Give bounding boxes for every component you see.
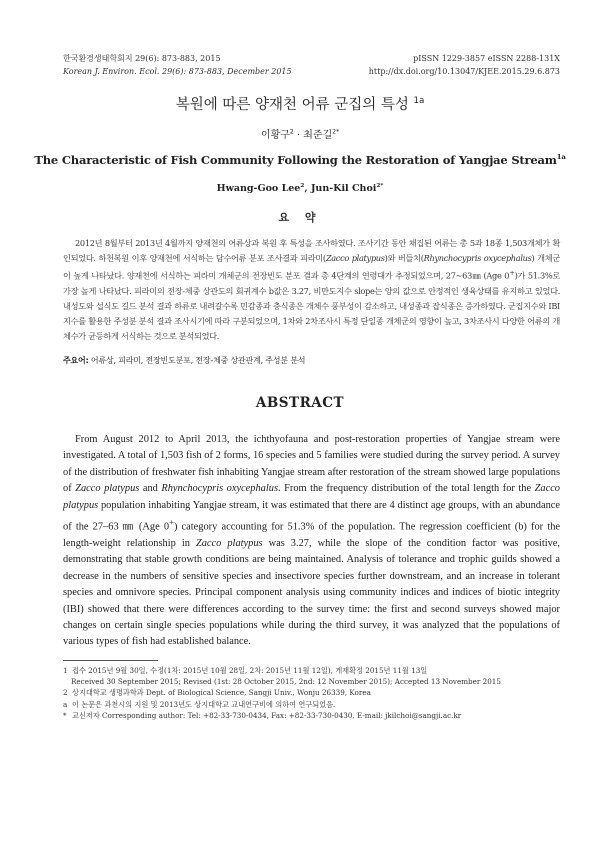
issn: pISSN 1229-3857 eISSN 2288-131X xyxy=(413,54,560,63)
en-abs-text: and xyxy=(139,483,162,495)
korean-abstract-heading: 요 약 xyxy=(278,211,322,224)
species-name: Zacco platypus xyxy=(325,253,385,263)
title-en-sup: 1a xyxy=(556,153,566,162)
author-ko-2: 최준길 xyxy=(303,130,333,141)
author-en-2-affil: 2* xyxy=(376,182,384,189)
species-name: Rhynchocypris oxycephalus xyxy=(161,483,278,495)
journal-en: Korean J. Environ. Ecol. 29(6): 873-883, December 2015 xyxy=(63,67,292,76)
ko-abs-text: 2012년 8월부터 2013년 4월까지 양재천의 어류상과 복원 후 특성을 조사하였다. 조사기간 동안 채집된 어류는 총 5과 18종 1,503개체가 확인되었다. 하천복원 이후 양재천에 서식하는 담수어류 분포 조사결과 피라미( xyxy=(63,238,560,263)
keywords-text: 어류상, 피라미, 전장빈도분포, 전장-체중 상관관계, 주성분 분석 xyxy=(88,356,306,365)
journal-ko: 한국환경생태학회지 29(6): 873-883, 2015 xyxy=(63,54,221,63)
footnote xyxy=(63,665,560,676)
paper-title-english xyxy=(0,153,600,167)
paper-title-korean xyxy=(0,93,600,114)
footnote-mark: 2 xyxy=(63,688,68,698)
species-name: Rhynchocypris oxycephalus xyxy=(423,253,532,263)
footnote-text: 이 논문은 과천시의 지원 및 2013년도 상지대학교 교내연구비에 의하여 연구되었음. xyxy=(72,699,336,709)
author-ko-2-affil: 2* xyxy=(332,128,340,136)
ko-abs-text: ) 개체군이 높게 나타났다. 양재천에 서식하는 피라미 개체군의 전장빈도 분포 결과 총 4단계의 연령대가 추정되었으며, 27∼63㎜ (Age 0 xyxy=(63,253,560,281)
authors-korean xyxy=(0,126,600,141)
ko-abs-text: )가 51.3%로 가장 높게 나타났다. 피라미의 전장-체중 상관도의 회귀계수 b값은 3.27, 비만도지수 slope는 양의 값으로 안정적인 생육상태를 유지하고 있었다. 내성도와 섭식도 길드 분석 결과 하류로 내려갈수록 민감종과 충식종은 개체수 풍부성이 감소하고, 내성종과 잡식종은 증가하였다. 군집지수와 IBI지수를 활용한 주성분 분석 결과 조사시기에 따라 구분되었으며, 1차와 2차조사시 특정 단일종 개체군의 영향이 높고, 3차조사시 다양한 어류의 개체수가 균등하게 서식하는 것으로 분석되었다. xyxy=(63,270,560,341)
journal-citation xyxy=(63,52,292,78)
en-abs-text: . From the frequency distribution of the total length for the xyxy=(278,483,535,495)
age-sup: + xyxy=(509,269,515,277)
footnote-text: 교신저자 Corresponding author: Tel: +82-33-730-0434, Fax: +82-33-730-0430, E-mail: jkilchoi@sangji.ac.kr xyxy=(72,710,462,720)
title-ko-sup: 1a xyxy=(413,96,425,107)
author-en-1: Hwang-Goo Lee xyxy=(216,183,301,194)
footnote-divider xyxy=(63,660,158,661)
en-abs-text: was 3.27, while the slope of the condition factor was positive, demonstrating that stable growth conditions are being maintained. Analysis of tolerance and trophic guilds showed a decrease in the numbers of sensitive species and insectivore species further downstream, and an increase in tolerant species and omnivore species. Principal component analysis using community indices and indices of biotic integrity (IBI) showed that there were differences according to the survey time: the first and second surveys showed major changes on certain single species populations while during the third survey, it was analyzed that the populations of various types of fish had established balance. xyxy=(63,537,560,648)
doi-link[interactable]: http://dx.doi.org/10.13047/KJEE.2015.29.6.873 xyxy=(368,67,560,76)
title-en-text: The Characteristic of Fish Community Following the Restoration of Yangjae Stream xyxy=(34,153,557,167)
title-ko-text: 복원에 따른 양재천 어류 군집의 특성 xyxy=(175,97,409,113)
abstract-heading: ABSTRACT xyxy=(255,395,345,411)
footnote xyxy=(63,710,560,721)
footnote-mark: a xyxy=(63,699,68,709)
footnote-text: Received 30 September 2015; Revised (1st: 28 October 2015, 2nd: 12 November 2015); Accepted 13 November 2015 xyxy=(71,677,501,687)
authors-english xyxy=(0,183,600,194)
korean-abstract xyxy=(63,236,560,344)
footnote-mark: * xyxy=(63,710,67,720)
author-ko-1: 이황구 xyxy=(260,130,290,141)
author-separator: , xyxy=(304,183,311,194)
author-en-1-affil: 2 xyxy=(300,182,305,189)
footnote-text: 상지대학교 생명과학과 Dept. of Biological Science, Sangji Univ., Wonju 26339, Korea xyxy=(72,688,371,698)
ko-abs-text: )와 버들치( xyxy=(384,253,424,263)
footnote-mark: 1 xyxy=(63,666,68,675)
keywords-label: 주요어: xyxy=(63,356,89,365)
species-name: Zacco platypus xyxy=(195,537,263,549)
issn-doi xyxy=(369,52,560,78)
author-separator: · xyxy=(293,130,304,141)
keywords xyxy=(63,355,560,366)
species-name: Zacco platypus xyxy=(75,483,140,495)
en-abs-text: population inhabiting Yangjae stream, it was estimated that there are 4 distinct age groups, with an abundance of the 27–63 ㎜ (Age 0 xyxy=(63,499,560,533)
en-abs-text: ) category accounting for 51.3% of the population. The regression coefficient (b) for the length-weight relationship in xyxy=(63,521,560,549)
english-abstract xyxy=(63,432,560,651)
footnote-text: 접수 2015년 9월 30일, 수정(1차: 2015년 10월 28일, 2차: 2015년 11월 12일), 게재확정 2015년 11월 13일 xyxy=(72,666,428,675)
footnote xyxy=(63,687,560,698)
en-abs-text: From August 2012 to April 2013, the ichthyofauna and post-restoration properties of Yangjae stream were investigated. A total of 1,503 fish of 2 forms, 16 species and 5 families were studied during the survey period. A survey of the distribution of freshwater fish inhabiting Yangjae stream after restoration of the stream showed large populations of xyxy=(63,434,560,495)
footnotes xyxy=(63,665,560,721)
species-name: Zacco platypus xyxy=(63,483,561,511)
author-ko-1-affil: 2 xyxy=(289,128,294,136)
age-sup: + xyxy=(169,517,174,528)
author-en-2: Jun-Kil Choi xyxy=(310,183,377,194)
footnote xyxy=(63,676,560,687)
footnote xyxy=(63,699,560,710)
